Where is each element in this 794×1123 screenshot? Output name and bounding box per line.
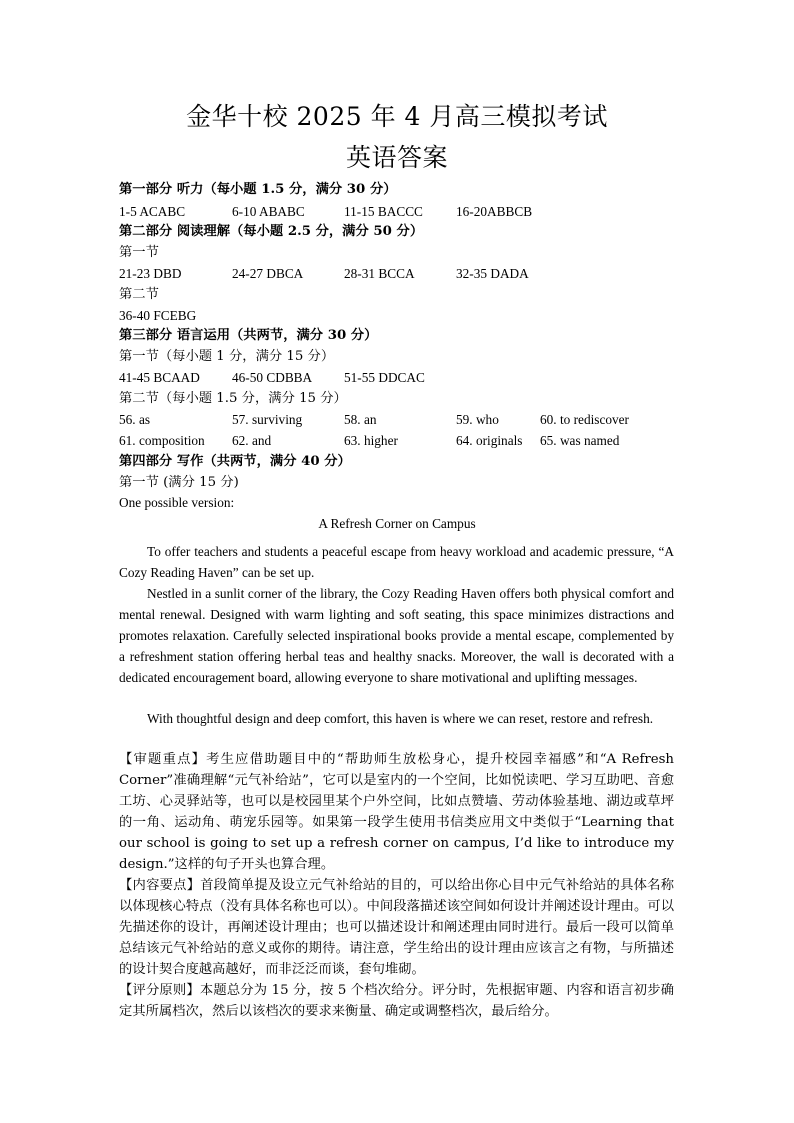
part3-section2-label: 第二节（每小题 1.5 分，满分 15 分） xyxy=(119,391,347,406)
answer-item: 56. as xyxy=(119,412,151,427)
page-title: 金华十校 2025 年 4 月高三模拟考试 xyxy=(186,102,608,131)
answer-group: 32-35 DADA xyxy=(456,266,529,281)
answer-group: 36-40 FCEBG xyxy=(119,308,197,323)
answer-group: 41-45 BCAAD xyxy=(119,370,200,385)
version-label: One possible version: xyxy=(119,495,235,510)
essay-title: A Refresh Corner on Campus xyxy=(318,516,476,531)
part2-heading: 第二部分 阅读理解（每小题 2.5 分，满分 50 分） xyxy=(119,224,424,239)
part3-heading: 第三部分 语言运用（共两节，满分 30 分） xyxy=(119,328,378,343)
part3-section1-label: 第一节（每小题 1 分，满分 15 分） xyxy=(119,349,335,364)
answer-item: 57. surviving xyxy=(232,412,303,427)
essay-paragraph: To offer teachers and students a peaceful escape from heavy workload and academic pressure, “A Cozy Reading Haven” can be set up. xyxy=(119,544,674,580)
part4-heading: 第四部分 写作（共两节，满分 40 分） xyxy=(119,454,351,469)
answer-item: 61. composition xyxy=(119,433,205,448)
answer-item: 64. originals xyxy=(456,433,523,448)
answer-group: 6-10 ABABC xyxy=(232,204,305,219)
page-subtitle: 英语答案 xyxy=(345,143,448,172)
answer-item: 59. who xyxy=(456,412,499,427)
answer-group: 51-55 DDCAC xyxy=(344,370,425,385)
scoring-principle-note: 【评分原则】本题总分为 15 分，按 5 个档次给分。评分时，先根据审题、内容和语言初步确定其所属档次，然后以该档次的要求来衡量、确定或调整档次，最后给分。 xyxy=(119,983,674,1019)
answer-item: 65. was named xyxy=(540,433,620,448)
part2-section1-label: 第一节 xyxy=(119,245,159,260)
answer-group: 11-15 BACCC xyxy=(344,204,423,219)
content-points-note: 【内容要点】首段简单提及设立元气补给站的目的，可以给出你心目中元气补给站的具体名称以体现核心特点（没有具体名称也可以）。中间段落描述该空间如何设计并阐述设计理由。可以先描述你的设计，再阐述设计理由；也可以描述设计和阐述理由同时进行。最后一段可以简单总结该元气补给站的意义或你的期待。请注意，学生给出的设计理由应该言之有物，与所描述的设计契合度越高越好，而非泛泛而谈，套句堆砌。 xyxy=(119,878,674,977)
part1-heading: 第一部分 听力（每小题 1.5 分，满分 30 分） xyxy=(119,182,397,197)
part2-section2-label: 第二节 xyxy=(119,287,159,302)
answer-group: 16-20ABBCB xyxy=(456,204,533,219)
answer-group: 1-5 ACABC xyxy=(119,204,186,219)
answer-group: 46-50 CDBBA xyxy=(232,370,313,385)
answer-item: 62. and xyxy=(232,433,272,448)
part4-section1-label: 第一节 (满分 15 分) xyxy=(119,475,239,490)
answer-group: 24-27 DBCA xyxy=(232,266,304,281)
essay-paragraph: Nestled in a sunlit corner of the library, the Cozy Reading Haven offers both physical comfort and mental renewal. Designed with warm lighting and soft seating, this space minimizes distractions and promotes relaxation. Carefully selected inspirational books provide a mental escape, complemented by a refreshment station offering herbal teas and healthy snacks. Moreover, the wall is decorated with a dedicated encouragement board, allowing everyone to share motivational and uplifting messages. xyxy=(119,586,674,685)
review-focus-note: 【审题重点】考生应借助题目中的“帮助师生放松身心，提升校园幸福感”和“A Refresh Corner”准确理解“元气补给站”，它可以是室内的一个空间，比如悦读吧、学习互助吧、音愈工坊、心灵驿站等，也可以是校园里某个户外空间，比如点赞墙、劳动体验基地、湖边或草坪的一角、运动角、萌宠乐园等。如果第一段学生使用书信类应用文中类似于“Learning that our school is going to set up a refresh corner on campus, I’d like to introduce my design.”这样的句子开头也算合理。 xyxy=(119,752,674,872)
answer-group: 28-31 BCCA xyxy=(344,266,415,281)
answer-item: 58. an xyxy=(344,412,377,427)
answer-item: 60. to rediscover xyxy=(540,412,629,427)
answer-group: 21-23 DBD xyxy=(119,266,182,281)
answer-item: 63. higher xyxy=(344,433,398,448)
essay-paragraph: With thoughtful design and deep comfort, this haven is where we can reset, restore and refresh. xyxy=(147,711,654,726)
